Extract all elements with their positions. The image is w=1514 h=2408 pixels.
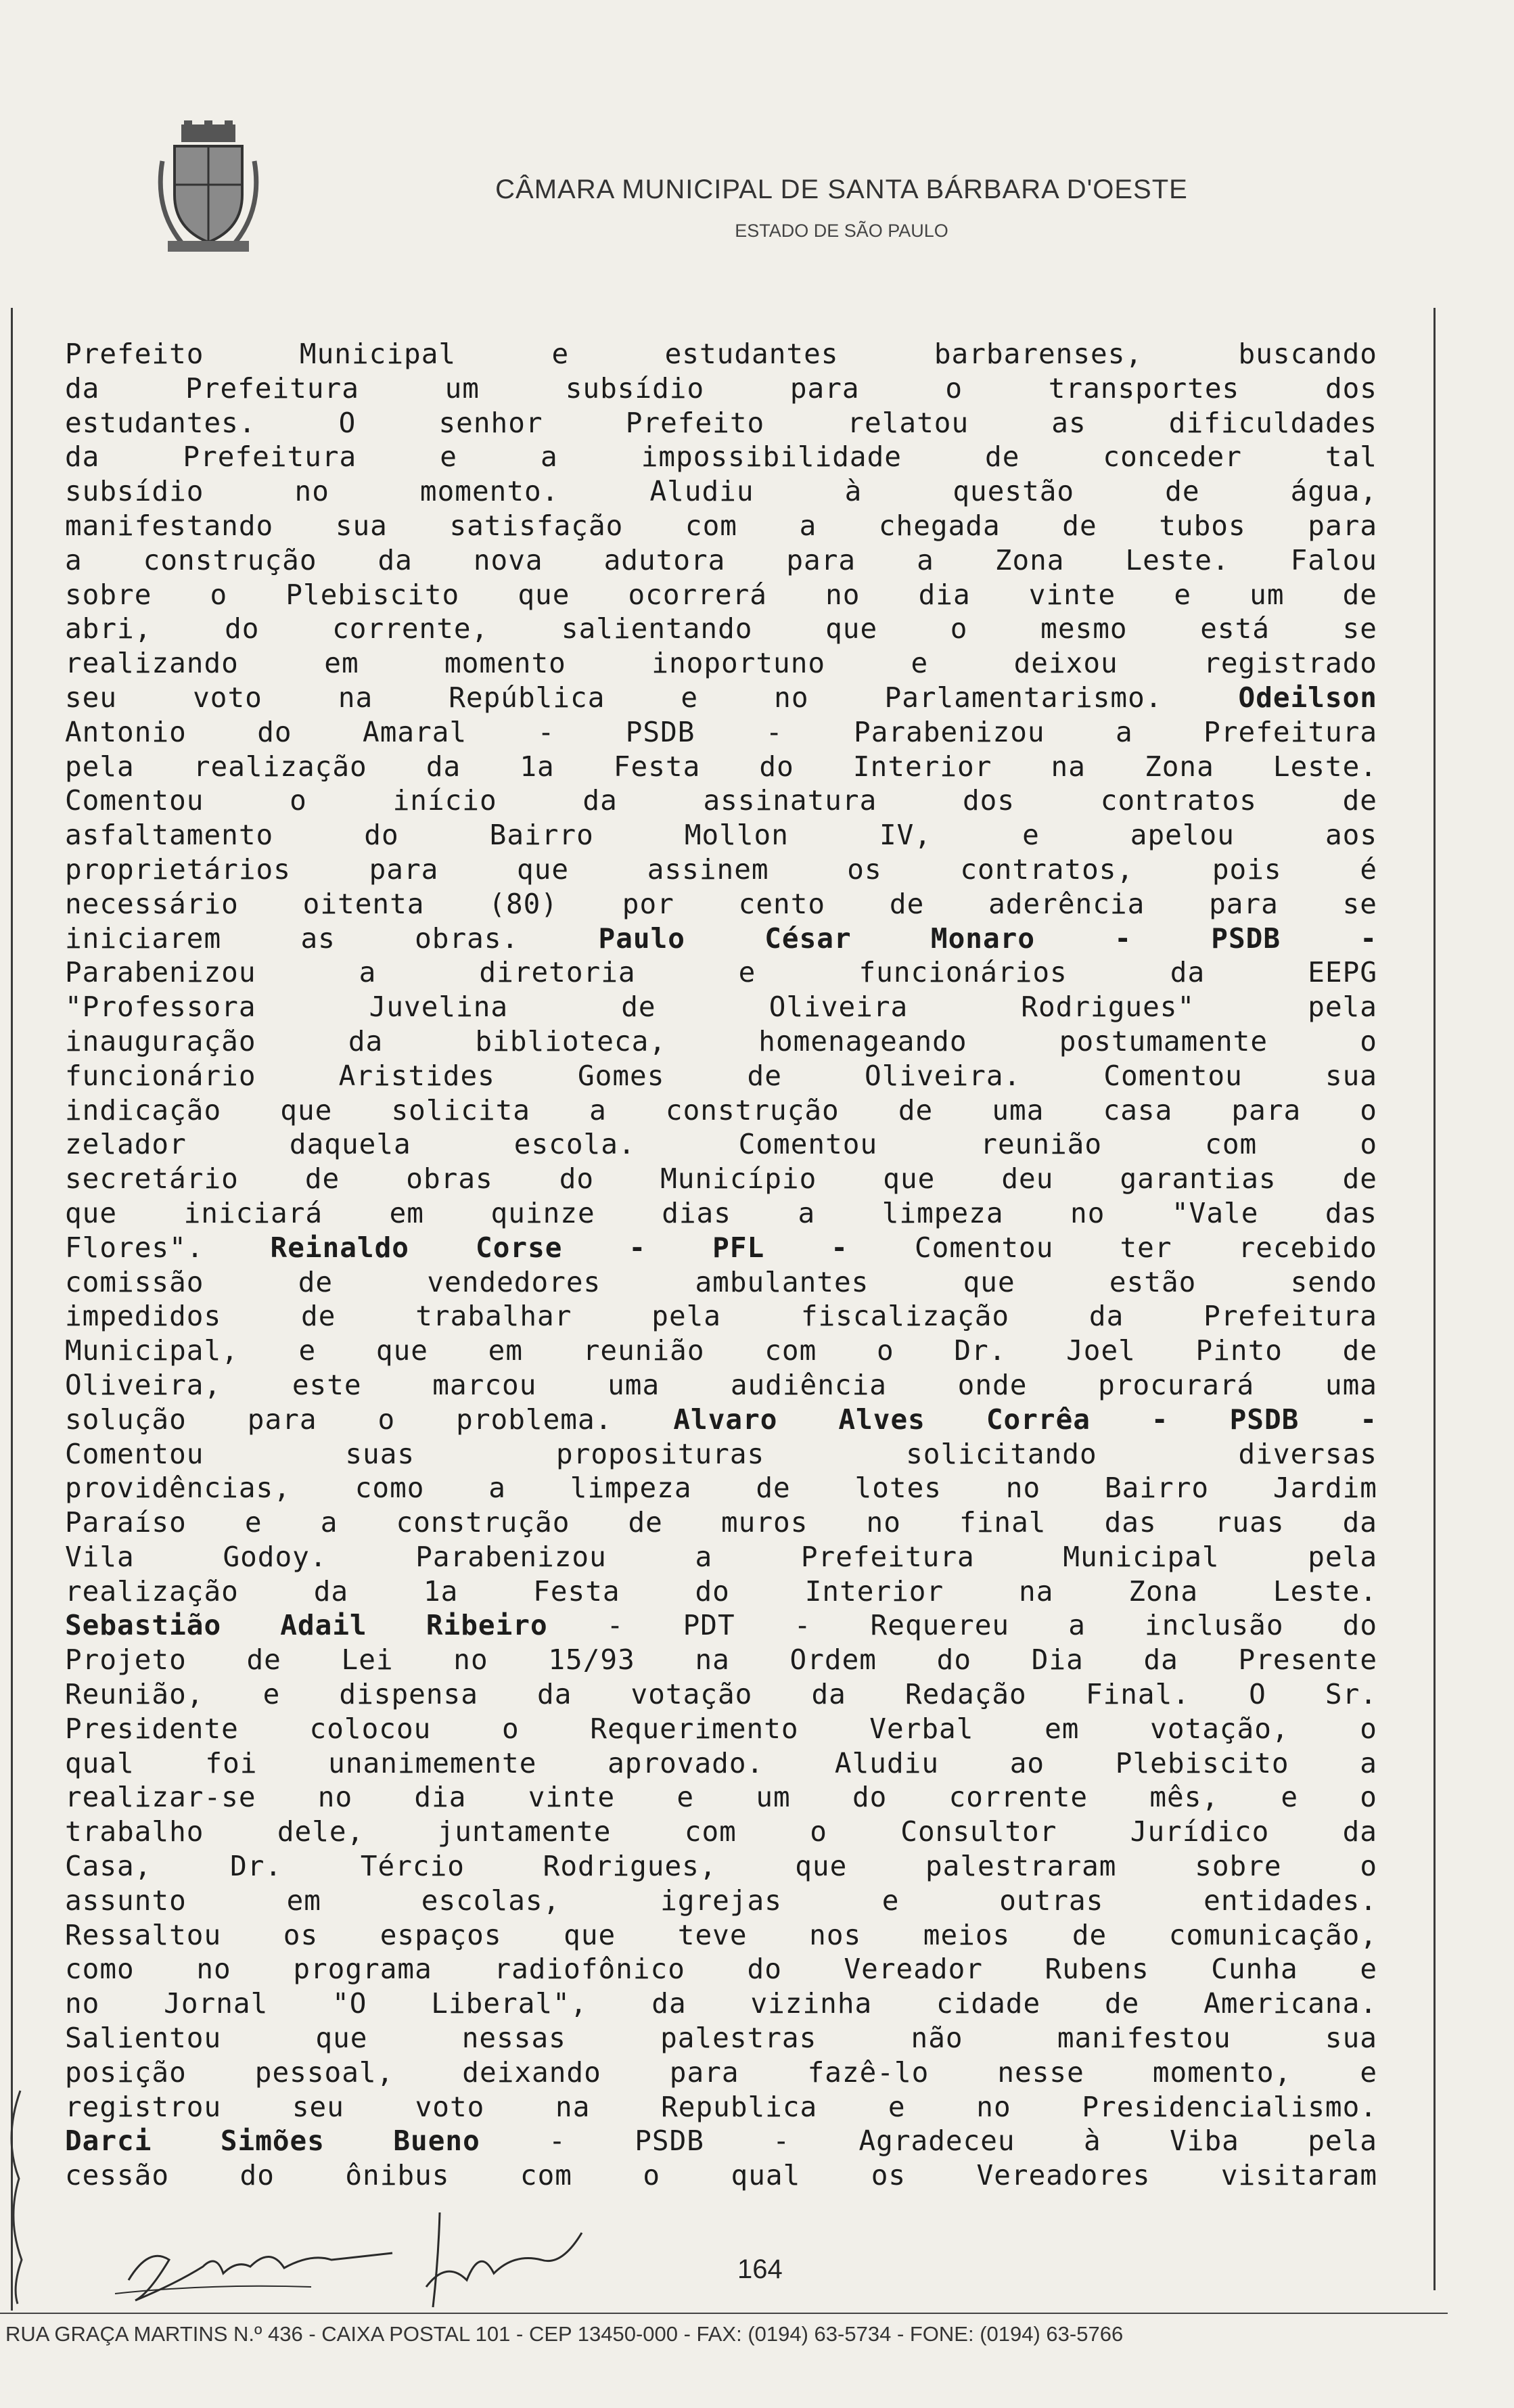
text-line: Comentou o início da assinatura dos contratos de <box>65 784 1377 817</box>
text-line: estudantes. O senhor Prefeito relatou as dificuldades <box>65 406 1377 439</box>
text-line: registrou seu voto na Republica e no Presidencialismo. <box>65 2090 1377 2123</box>
text-line <box>65 681 1377 715</box>
text-line: Parabenizou a diretoria e funcionários da EEPG <box>65 956 1377 989</box>
text-line: providências, como a limpeza de lotes no Bairro Jardim <box>65 1472 1377 1505</box>
text-line: Casa, Dr. Tércio Rodrigues, que palestraram sobre o <box>65 1850 1377 1883</box>
text-line: posição pessoal, deixando para fazê-lo nesse momento, e <box>65 2055 1377 2089</box>
text-line: inauguração da biblioteca, homenageando postumamente o <box>65 1024 1377 1058</box>
speaker-name: Reinaldo Corse - PFL - <box>270 1231 848 1264</box>
speaker-name: Alvaro Alves Corrêa - PSDB - <box>673 1403 1378 1436</box>
text-line: cessão do ônibus com o qual os Vereadores visitaram <box>65 2159 1377 2192</box>
header-subtitle: ESTADO DE SÃO PAULO <box>735 221 948 241</box>
footer-address: RUA GRAÇA MARTINS N.º 436 - CAIXA POSTAL 101 - CEP 13450-000 - FAX: (0194) 63-5734 - FONE: (0194) 63-5766 <box>5 2322 1124 2346</box>
text-line: "Professora Juvelina de Oliveira Rodrigues" pela <box>65 991 1377 1024</box>
text-line: da Prefeitura um subsídio para o transportes dos <box>65 371 1377 405</box>
minutes-body <box>65 337 1377 2193</box>
right-margin-line <box>1433 308 1436 2290</box>
text-line: Reunião, e dispensa da votação da Redação Final. O Sr. <box>65 1678 1377 1711</box>
speaker-name: Darci Simões Bueno <box>65 2125 480 2158</box>
text-segment: Comentou ter recebido <box>914 1231 1377 1264</box>
speaker-name: Paulo César Monaro - PSDB - <box>598 922 1378 955</box>
text-line: funcionário Aristides Gomes de Oliveira. Comentou sua <box>65 1059 1377 1092</box>
text-line: Salientou que nessas palestras não manifestou sua <box>65 2022 1377 2055</box>
text-segment: - PDT - Requereu a inclusão do <box>606 1609 1378 1642</box>
text-line <box>65 1403 1377 1437</box>
text-line: Vila Godoy. Parabenizou a Prefeitura Municipal pela <box>65 1540 1377 1573</box>
text-line: manifestando sua satisfação com a chegada de tubos para <box>65 509 1377 542</box>
signature-bella-icon <box>108 2219 399 2307</box>
text-line: impedidos de trabalhar pela fiscalização da Prefeitura <box>65 1300 1377 1333</box>
text-line: indicação que solicita a construção de uma casa para o <box>65 1093 1377 1127</box>
header-title: CÂMARA MUNICIPAL DE SANTA BÁRBARA D'OESTE <box>495 175 1188 204</box>
text-line <box>65 2124 1377 2158</box>
text-line: Paraíso e a construção de muros no final das ruas da <box>65 1506 1377 1539</box>
text-line: que iniciará em quinze dias a limpeza no "Vale das <box>65 1196 1377 1229</box>
text-line: sobre o Plebiscito que ocorrerá no dia vinte e um de <box>65 578 1377 611</box>
text-line: realizando em momento inoportuno e deixou registrado <box>65 647 1377 680</box>
text-line: Presidente colocou o Requerimento Verbal em votação, o <box>65 1712 1377 1745</box>
text-line: asfaltamento do Bairro Mollon IV, e apelou aos <box>65 819 1377 852</box>
text-segment: solução para o problema. <box>65 1403 613 1436</box>
text-line: subsídio no momento. Aludiu à questão de água, <box>65 475 1377 508</box>
text-line: comissão de vendedores ambulantes que estão sendo <box>65 1265 1377 1298</box>
margin-signature-icon <box>0 2084 27 2307</box>
text-line: zelador daquela escola. Comentou reunião com o <box>65 1128 1377 1161</box>
page-number: 164 <box>737 2254 783 2284</box>
text-line: Projeto de Lei no 15/93 na Ordem do Dia da Presente <box>65 1643 1377 1677</box>
text-segment: seu voto na República e no Parlamentarismo. <box>65 681 1163 714</box>
text-line: necessário oitenta (80) por cento de aderência para se <box>65 887 1377 920</box>
text-line: Prefeito Municipal e estudantes barbarenses, buscando <box>65 338 1377 370</box>
text-line: como no programa radiofônico do Vereador Rubens Cunha e <box>65 1953 1377 1986</box>
text-line: no Jornal "O Liberal", da vizinha cidade de Americana. <box>65 1987 1377 2020</box>
text-line: assunto em escolas, igrejas e outras entidades. <box>65 1884 1377 1917</box>
text-line: trabalho dele, juntamente com o Consultor Jurídico da <box>65 1815 1377 1848</box>
text-line: realizar-se no dia vinte e um do corrente mês, e o <box>65 1781 1377 1814</box>
text-line <box>65 922 1377 956</box>
text-line: proprietários para que assinem os contratos, pois é <box>65 853 1377 886</box>
signature-second-icon <box>406 2206 609 2314</box>
speaker-name: Odeilson <box>1238 681 1377 714</box>
text-line: Municipal, e que em reunião com o Dr. Joel Pinto de <box>65 1334 1377 1367</box>
text-line: Oliveira, este marcou uma audiência onde procurará uma <box>65 1368 1377 1401</box>
text-line: a construção da nova adutora para a Zona Leste. Falou <box>65 543 1377 576</box>
text-line: abri, do corrente, salientando que o mesmo está se <box>65 612 1377 645</box>
text-line: Comentou suas proposituras solicitando diversas <box>65 1437 1377 1470</box>
text-segment: - PSDB - Agradeceu à Viba pela <box>549 2125 1377 2158</box>
text-line: Antonio do Amaral - PSDB - Parabenizou a Prefeitura <box>65 715 1377 748</box>
text-segment: Flores". <box>65 1231 204 1264</box>
text-line: secretário de obras do Município que deu garantias de <box>65 1162 1377 1196</box>
text-line: qual foi unanimemente aprovado. Aludiu ao Plebiscito a <box>65 1746 1377 1779</box>
text-line: da Prefeitura e a impossibilidade de conceder tal <box>65 440 1377 474</box>
text-line <box>65 1231 1377 1265</box>
text-line: Ressaltou os espaços que teve nos meios de comunicação, <box>65 1918 1377 1951</box>
text-line: realização da 1a Festa do Interior na Zona Leste. <box>65 1574 1377 1608</box>
text-segment: iniciarem as obras. <box>65 922 520 955</box>
speaker-name: Sebastião Adail Ribeiro <box>65 1609 548 1642</box>
left-margin-line <box>11 308 13 2311</box>
text-line: pela realização da 1a Festa do Interior na Zona Leste. <box>65 750 1377 783</box>
footer-divider <box>0 2313 1448 2314</box>
text-line <box>65 1608 1377 1643</box>
